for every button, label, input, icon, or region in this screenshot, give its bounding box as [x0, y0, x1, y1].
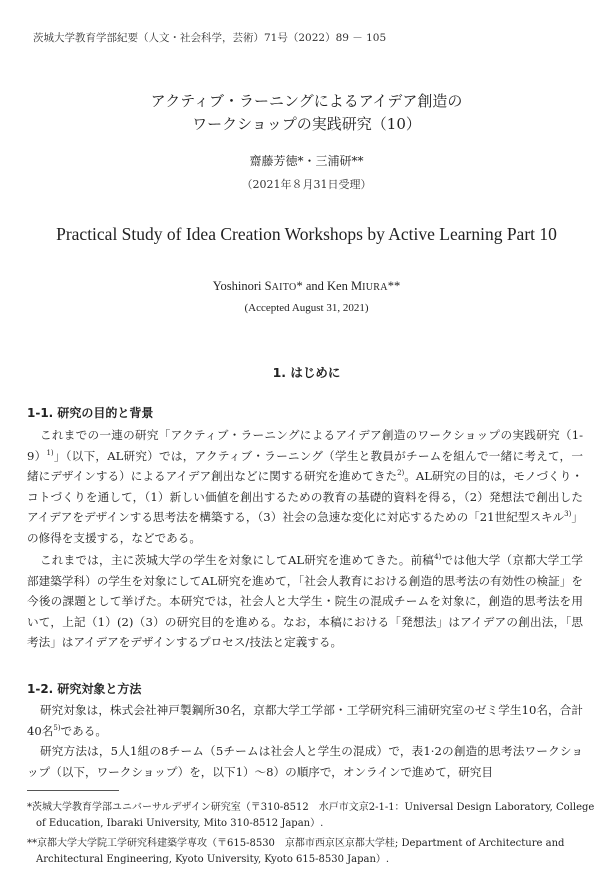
reference-mark: 4) — [434, 553, 442, 562]
authors-ja: 齋藤芳徳*・三浦研** — [249, 154, 364, 168]
text-run: 」の修得を支援する，などである。 — [27, 510, 583, 545]
received-date-ja: （2021年８月31日受理） — [241, 178, 372, 191]
footnote-affiliation-1: *茨城大学教育学部ユニバーサルデザイン研究室（〒310-8512 水戸市文京2-1-1：Universal Design Laboratory, College of Education, Ibaraki University, Mito 310-8512 Japan）. — [27, 802, 595, 829]
author-1-family-initial: S — [264, 279, 272, 293]
title-en: Practical Study of Idea Creation Workshops by Active Learning Part 10 — [56, 224, 557, 244]
text-run: 」（以下，AL研究）では，アクティブ・ラーニング（学生と教員がチームを組んで一緒に考えて，一緒にデザインする）によるアイデア創出などに関する研究を進めてきた — [27, 448, 583, 484]
subsection-heading-1-2: 1-2. 研究対象と方法 — [27, 682, 142, 696]
authors-en — [0, 279, 613, 294]
author-2-family-initial: M — [350, 279, 363, 293]
text-run: これまでは，主に茨城大学の学生を対象にしてAL研究を進めてきた。前稿 — [40, 553, 435, 567]
section-heading-introduction: 1. はじめに — [272, 365, 341, 380]
author-1-family-rest: AITO — [271, 282, 297, 293]
footnote-divider — [27, 790, 119, 791]
author-2-family-rest: IURA — [362, 282, 388, 293]
author-1-given: Yoshinori — [212, 279, 265, 293]
title-ja — [0, 90, 613, 136]
reference-mark: 2) — [397, 469, 405, 478]
text-run: である。 — [60, 723, 107, 738]
journal-header: 茨城大学教育学部紀要（人文・社会科学，芸術）71号（2022）89 － 105 — [33, 32, 387, 44]
text-run: では他大学（京都大学工学部建築学科）の学生を対象にしてAL研究を進めて，「社会人教育における創造的思考法の有効性の検証」を今後の課題として挙げた。本研究では，社会人と大学生・院生の混成チームを対象に，創造的思考法を用いて，上記（1）(2)（3）の研究目的を進める。なお，本稿における「発想法」はアイデアの創出法，「思考法」はアイデアをデザインするプロセス/技法と定義する。 — [27, 553, 583, 650]
text-run: これまでの一連の研究「アクティブ・ラーニングによるアイデア創造のワークショップの実践研究（1-9） — [27, 428, 583, 463]
subsection-heading-1-1: 1-1. 研究の目的と背景 — [27, 406, 154, 420]
paragraph-1-2-b: 研究方法は，5人1組の8チーム（5チームは社会人と学生の混成）で，表1·2の創造的思考法ワークショップ（以下，ワークショップ）を，以下1）～8）の順序で，オンラインで進めて，研究目 — [27, 744, 583, 779]
title-ja-line-1: アクティブ・ラーニングによるアイデア創造の — [150, 92, 463, 110]
paragraph-1-2-a — [27, 700, 583, 741]
reference-mark: 5) — [53, 723, 61, 732]
author-2-mark: ** — [387, 279, 401, 293]
title-ja-line-2: ワークショップの実践研究（10） — [192, 115, 421, 133]
paragraph-1-1-b — [27, 550, 583, 653]
reference-mark: 1) — [46, 448, 54, 457]
text-run: 。AL研究の目的は，モノづくり・コトづくりを通して，（1）新しい価値を創出するための教育の基礎的資料を得る，（2）発想法で創出したアイデアをデザインする思考法を構築する，（3）社会の急速な変化に対応するための「21世紀型スキル — [27, 469, 583, 525]
author-separator: * and Ken — [296, 279, 351, 293]
accepted-date-en: (Accepted August 31, 2021) — [244, 302, 369, 314]
reference-mark: 3) — [564, 510, 572, 519]
paragraph-1-1-a — [27, 425, 583, 549]
text-run: 研究対象は，株式会社神戸製鋼所30名，京都大学工学部・工学研究科三浦研究室のゼミ学生10名，合計40名 — [27, 703, 583, 738]
footnote-affiliation-2: **京都大学大学院工学研究科建築学専攻（〒615-8530 京都市西京区京都大学桂; Department of Architecture and Architectural Engineering, Kyoto University, Kyoto 615-8530 Japan）. — [27, 838, 565, 865]
